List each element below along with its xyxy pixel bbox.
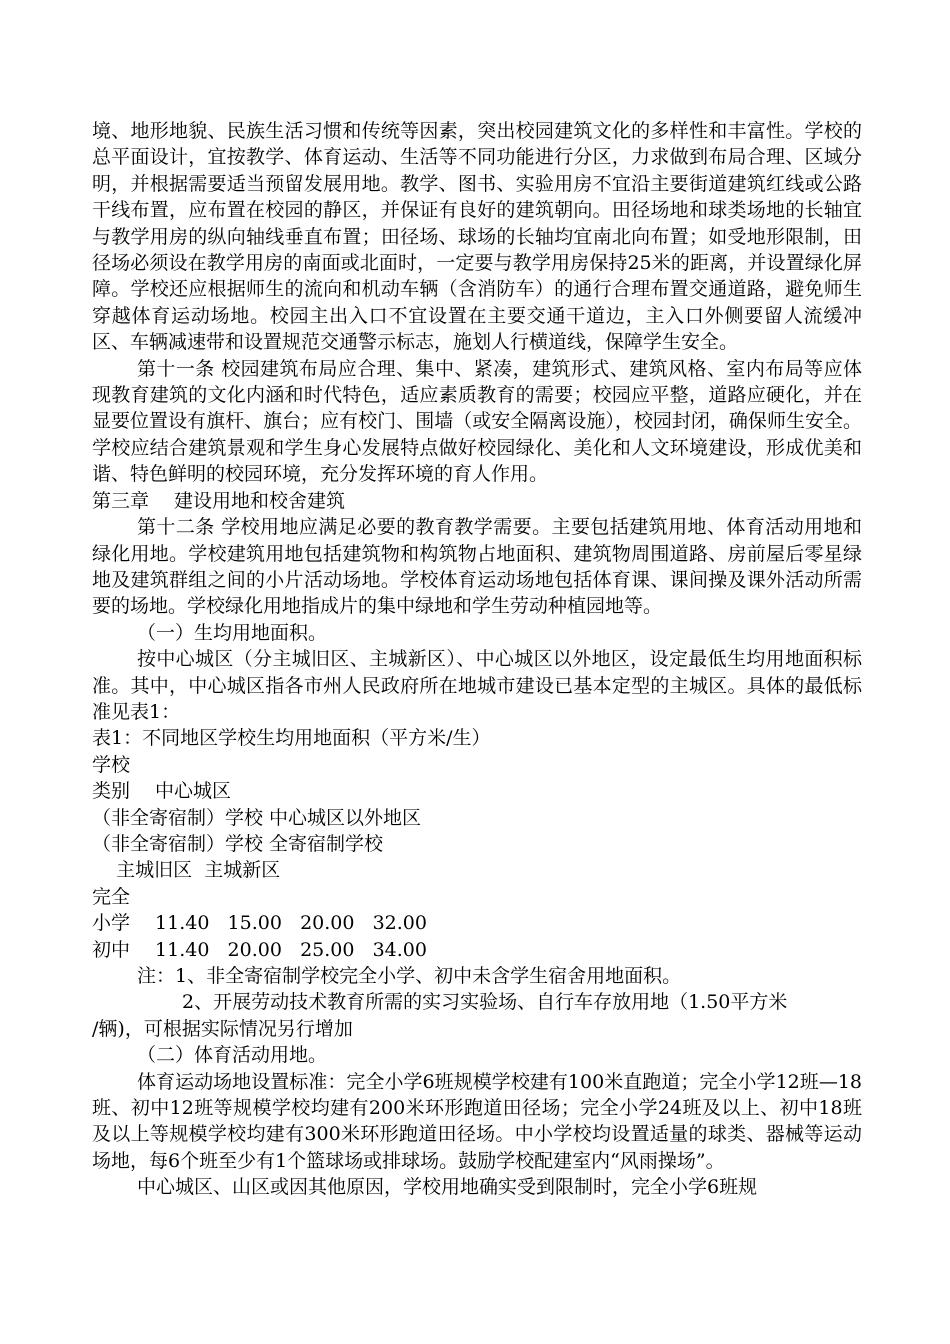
note-2: 2、开展劳动技术教育所需的实习实验场、自行车存放用地（1.50平方米 xyxy=(182,991,788,1014)
table-line: 类别 中心城区 xyxy=(92,780,232,803)
table-text-block xyxy=(92,752,862,963)
paragraph-restricted-land: 中心城区、山区或因其他原因，学校用地确实受到限制时，完全小学6班规 xyxy=(137,1176,758,1199)
paragraph-article-11: 第十一条 校园建筑布局应合理、集中、紧凑，建筑形式、建筑风格、室内布局等应体现教育建筑的文化内涵和时代特色，适应素质教育的需要；校园应平整，道路应硬化，并在显要位置设有旗杆、旗台；应有校门、围墙（或安全隔离设施），校园封闭，确保师生安全。学校应结合建筑景观和学生身心发展特点做好校园绿化、美化和人文环境建设，形成优美和谐、特色鲜明的校园环境，充分发挥环境的育人作用。 xyxy=(92,357,862,486)
chapter-heading: 第三章 建设用地和校舍建筑 xyxy=(92,489,346,512)
note-1: 注：1、非全寄宿制学校完全小学、初中未含学生宿舍用地面积。 xyxy=(137,965,682,987)
table-line: （非全寄宿制）学校 中心城区以外地区 xyxy=(92,806,422,829)
table-line: 学校 xyxy=(92,753,131,776)
table-line: （非全寄宿制）学校 全寄宿制学校 xyxy=(92,832,384,855)
table-line: 主城旧区 主城新区 xyxy=(92,859,281,882)
note-2-continuation: /辆)，可根据实际情况另行增加 xyxy=(92,1017,353,1040)
paragraph-campus-layout: 境、地形地貌、民族生活习惯和传统等因素，突出校园建筑文化的多样性和丰富性。学校的总平面设计，宜按教学、体育运动、生活等不同功能进行分区，力求做到布局合理、区域分明，并根据需要适当预留发展用地。教学、图书、实验用房不宜沿主要街道建筑红线或公路干线布置，应布置在校园的静区，并保证有良好的建筑朝向。田径场地和球类场地的长轴宜与教学用房的纵向轴线垂直布置；田径场、球场的长轴均宜南北向布置；如受地形限制，田径场必须设在教学用房的南面或北面时，一定要与教学用房保持25米的距离，并设置绿化屏障。学校还应根据师生的流向和机动车辆（含消防车）的通行合理布置交通道路，避免师生穿越体育运动场地。校园主出入口不宜设置在主要交通干道边，主入口外侧要留人流缓冲区、车辆减速带和设置规范交通警示标志，施划人行横道线，保障学生安全。 xyxy=(92,120,862,354)
table-title: 表1：不同地区学校生均用地面积（平方米/生） xyxy=(92,727,491,750)
paragraph-area-standard: 按中心城区（分主城旧区、主城新区）、中心城区以外地区，设定最低生均用地面积标准。其中，中心城区指各市州人民政府所在地城市建设已基本定型的主城区。具体的最低标准见表1： xyxy=(92,648,862,723)
table-line: 完全 xyxy=(92,885,131,908)
table-line: 初中 11.40 20.00 25.00 34.00 xyxy=(92,938,427,961)
document-page xyxy=(92,118,862,1201)
section-heading-per-student-area: （一）生均用地面积。 xyxy=(137,621,328,644)
paragraph-sports-standard: 体育运动场地设置标准：完全小学6班规模学校建有100米直跑道；完全小学12班—18班、初中12班等规模学校均建有200米环形跑道田径场；完全小学24班及以上、初中18班及以上等规模学校均建有300米环形跑道田径场。中小学校均设置适量的球类、器械等运动场地，每6个班至少有1个篮球场或排球场。鼓励学校配建室内“风雨操场”。 xyxy=(92,1070,862,1172)
section-heading-sports-land: （二）体育活动用地。 xyxy=(137,1044,328,1067)
table-line: 小学 11.40 15.00 20.00 32.00 xyxy=(92,912,427,935)
paragraph-article-12: 第十二条 学校用地应满足必要的教育教学需要。主要包括建筑用地、体育活动用地和绿化用地。学校建筑用地包括建筑物和构筑物占地面积、建筑物周围道路、房前屋后零星绿地及建筑群组之间的小片活动场地。学校体育运动场地包括体育课、课间操及课外活动所需要的场地。学校绿化用地指成片的集中绿地和学生劳动种植园地等。 xyxy=(92,516,862,618)
